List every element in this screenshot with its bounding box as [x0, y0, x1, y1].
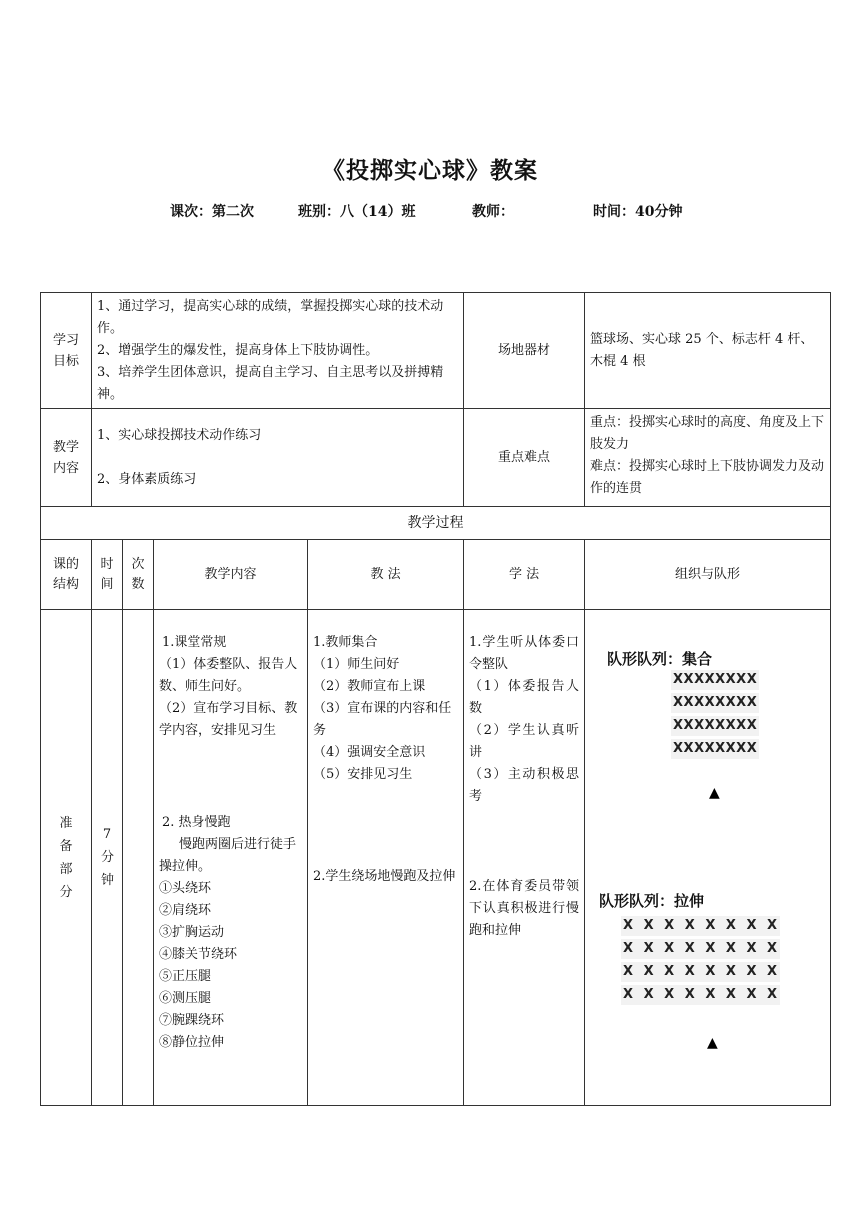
col-header-content: 教学内容 [154, 540, 308, 610]
content-label: 教学内容 [52, 439, 79, 476]
prep-structure-cell [41, 610, 92, 1106]
teacher-marker-icon: ▲ [709, 785, 720, 801]
formation-diagram [585, 610, 830, 1104]
content-item: 2、身体素质练习 [97, 472, 197, 487]
gather-row: XXXXXXXX [671, 739, 759, 759]
col-header-time: 时间 [92, 540, 123, 610]
prep-time: 7分钟 [101, 827, 115, 888]
stretch-row: X X X X X X X X [621, 916, 780, 936]
objective-item: 3、培养学生团体意识，提高自主学习、自主思考以及拼搏精神。 [97, 365, 444, 402]
col-header-count: 次数 [123, 540, 154, 610]
objective-item: 1、通过学习，提高实心球的成绩，掌握投掷实心球的技术动作。 [97, 299, 444, 336]
gather-row: XXXXXXXX [671, 716, 759, 736]
key-points-cell [585, 409, 831, 507]
prep-time-cell [92, 610, 123, 1106]
difficulties-text: 难点：投掷实心球时上下肢协调发力及动作的连贯 [590, 459, 825, 496]
prep-row [41, 610, 831, 1106]
col-header-method: 教 法 [308, 540, 464, 610]
objective-item: 2、增强学生的爆发性，提高身体上下肢协调性。 [97, 343, 379, 358]
prep-count [123, 610, 154, 1106]
prep-teaching-content: 1.课堂常规 （1）体委整队、报告人数、师生问好。 （2）宣布学习目标、教学内容，安排见习生 2. 热身慢跑 慢跑两圈后进行徒手操拉伸。 ①头绕环 ②肩绕环 ③扩胸运动 ④膝关节绕环 ⑤正压腿 ⑥测压腿 ⑦腕踝绕环 ⑧静位拉伸 [154, 610, 308, 1106]
objectives-label: 学习目标 [52, 332, 79, 369]
col-header-learning: 学 法 [464, 540, 585, 610]
teacher-marker-icon: ▲ [707, 1035, 718, 1051]
lesson-plan-table [40, 292, 831, 1106]
prep-learning-method: 1.学生听从体委口令整队 （1）体委报告人数 （2）学生认真听讲 （3）主动积极思考 2.在体育委员带领下认真积极进行慢跑和拉伸 [464, 610, 585, 1106]
gather-row: XXXXXXXX [671, 693, 759, 713]
stretch-row: X X X X X X X X [621, 985, 780, 1005]
gather-row: XXXXXXXX [671, 670, 759, 690]
document-title: 《投掷实心球》教案 [322, 157, 538, 184]
stretch-row: X X X X X X X X [621, 962, 780, 982]
col-header-formation: 组织与队形 [585, 540, 831, 610]
objectives-label-cell [41, 293, 92, 409]
content-row [41, 409, 831, 507]
meta-lesson: 课次：第二次 [170, 204, 254, 220]
key-points-text: 重点：投掷实心球时的高度、角度及上下肢发力 [590, 415, 825, 452]
equipment-label: 场地器材 [464, 293, 585, 409]
content-item: 1、实心球投掷技术动作练习 [97, 428, 262, 443]
prep-teaching-method: 1.教师集合 （1）师生问好 （2）教师宣布上课 （3）宣布课的内容和任务 （4）强调安全意识 （5）安排见习生 2.学生绕场地慢跑及拉伸 [308, 610, 464, 1106]
prep-formation-cell [585, 610, 831, 1106]
content-label-cell [41, 409, 92, 507]
objectives-row [41, 293, 831, 409]
stretch-formation-title: 队形队列：拉伸 [599, 892, 705, 910]
meta-time: 时间：40分钟 [593, 204, 683, 220]
content-cell [92, 409, 464, 507]
key-label: 重点难点 [464, 409, 585, 507]
equipment-text: 篮球场、实心球 25 个、标志杆 4 杆、木棍 4 根 [585, 293, 831, 409]
stretch-row: X X X X X X X X [621, 939, 780, 959]
gather-formation-title: 队形队列：集合 [607, 650, 713, 668]
column-header-row [41, 540, 831, 610]
meta-teacher: 教师： [472, 204, 514, 220]
process-header: 教学过程 [41, 507, 831, 540]
col-header-structure: 课的结构 [41, 540, 92, 610]
objectives-cell [92, 293, 464, 409]
process-header-row [41, 507, 831, 540]
meta-class: 班别：八（14）班 [298, 204, 416, 220]
prep-structure: 准备部分 [59, 815, 73, 900]
